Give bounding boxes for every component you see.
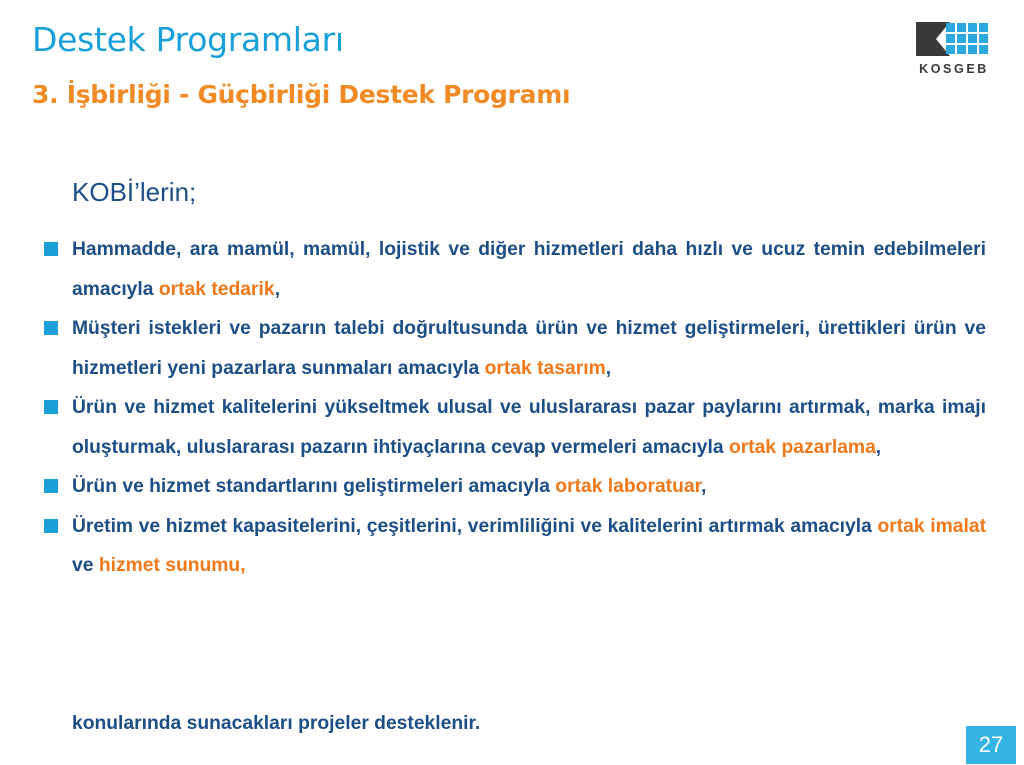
intro-heading: KOBİ’lerin; <box>72 177 197 207</box>
bullet-suffix: , <box>701 476 707 497</box>
square-bullet-icon <box>44 321 58 335</box>
bullet-highlight: hizmet sunumu, <box>98 555 246 576</box>
bullet-highlight: ortak tedarik <box>158 278 275 300</box>
bullet-text: Üretim ve hizmet kapasitelerini, çeşitlerini, verimliliğini ve kalitelerini artırmak amacıyla <box>72 515 878 537</box>
square-bullet-icon <box>44 242 58 256</box>
kosgeb-logo <box>912 20 996 82</box>
square-bullet-icon <box>44 479 58 493</box>
bullet-text: Ürün ve hizmet standartlarını geliştirmeleri amacıyla <box>72 476 556 497</box>
bullet-item <box>44 467 986 507</box>
slide-title: Destek Programları <box>32 20 344 59</box>
page-number-badge: 27 <box>966 726 1016 764</box>
kosgeb-logo-text: KOSGEB <box>919 62 989 76</box>
bullet-highlight: ortak pazarlama <box>728 436 876 458</box>
square-bullet-icon <box>44 400 58 414</box>
bullet-item <box>44 309 986 388</box>
slide-subtitle: 3. İşbirliği - Güçbirliği Destek Programı <box>32 80 571 109</box>
bullet-text: Ürün ve hizmet kalitelerini yükseltmek ulusal ve uluslararası pazar paylarını artırmak, marka imajı oluşturmak, uluslararası pazarın ihtiyaçlarına cevap vermeleri amacıyla <box>72 397 986 458</box>
bullet-text: Hammadde, ara mamül, mamül, lojistik ve diğer hizmetleri daha hızlı ve ucuz temin edebilmeleri amacıyla <box>72 239 986 300</box>
bullet-connector: ve <box>72 555 99 576</box>
bullet-text: Müşteri istekleri ve pazarın talebi doğrultusunda ürün ve hizmet geliştirmeleri, ürettikleri ürün ve hizmetleri yeni pazarlara sunmaları amacıyla <box>72 318 986 379</box>
bullet-suffix: , <box>875 436 882 458</box>
closing-text: konularında sunacakları projeler desteklenir. <box>72 713 481 734</box>
bullet-highlight: ortak tasarım <box>484 357 606 379</box>
kosgeb-logo-icon <box>912 20 996 58</box>
bullet-item <box>44 507 986 586</box>
bullet-suffix: , <box>605 357 612 379</box>
square-bullet-icon <box>44 519 58 533</box>
bullet-suffix: , <box>274 278 280 300</box>
bullet-item <box>44 388 986 467</box>
bullet-highlight: ortak laboratuar <box>555 476 702 497</box>
bullet-highlight: ortak imalat <box>877 515 986 537</box>
bullet-item <box>44 230 986 309</box>
bullet-list <box>44 230 986 586</box>
